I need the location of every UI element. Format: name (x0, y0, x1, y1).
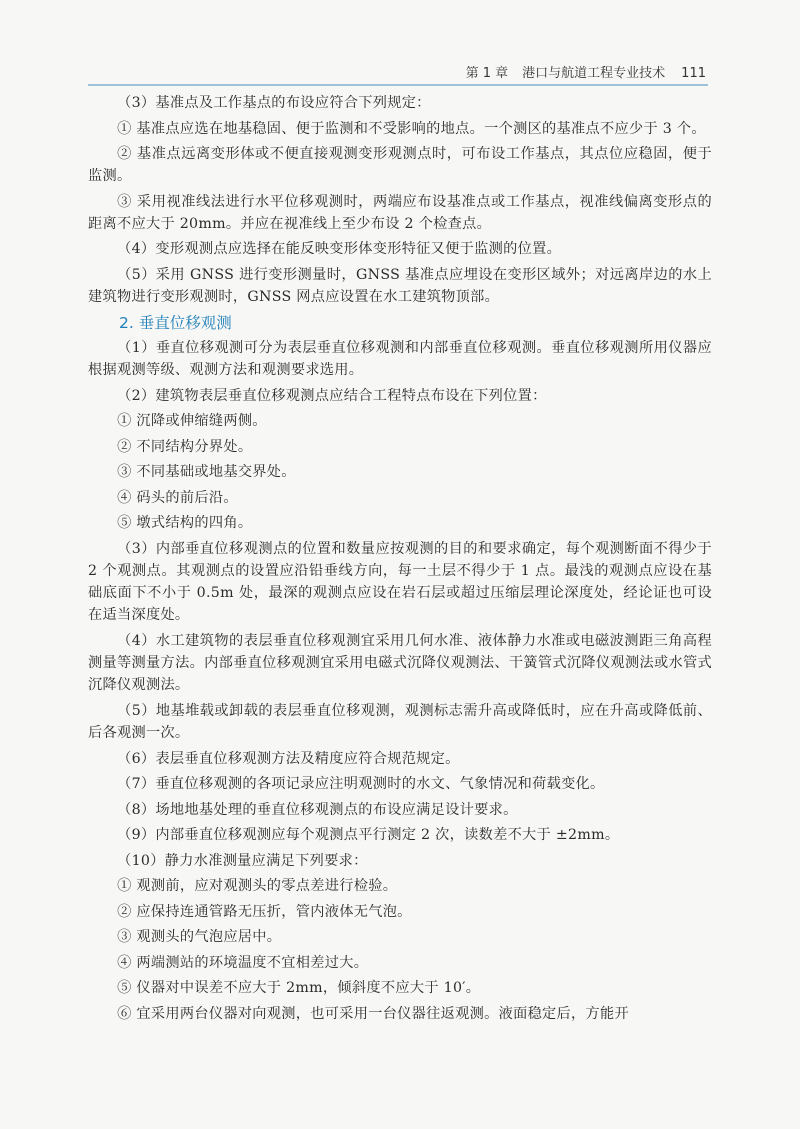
paragraph: ④ 码头的前后沿。 (117, 489, 238, 506)
paragraph: ② 基准点远离变形体或不便直接观测变形观测点时，可布设工作基点，其点位应稳固，便于监测。 (88, 146, 712, 185)
page-number: 111 (681, 66, 706, 81)
running-head (466, 62, 706, 81)
paragraph: （3）内部垂直位移观测点的位置和数量应按观测的目的和要求确定，每个观测断面不得少于 2 个观测点。其观测点的设置应沿铅垂线方向，每一土层不得少于 1 点。最浅的观测点应设在基础底面下不小于 0.5m 处，最深的观测点应设在岩石层或超过压缩层理论深度处，经论证也可设在适当深度处。 (88, 540, 712, 624)
paragraph: ③ 采用视准线法进行水平位移观测时，两端应布设基准点或工作基点，视准线偏离变形点的距离不应大于 20mm。并应在视准线上至少布设 2 个检查点。 (88, 193, 712, 232)
paragraph: （4）水工建筑物的表层垂直位移观测宜采用几何水准、液体静力水准或电磁波测距三角高程测量等测量方法。内部垂直位移观测宜采用电磁式沉降仪观测法、干簧管式沉降仪观测法或水管式沉降仪观测法。 (88, 632, 712, 694)
paragraph: （5）采用 GNSS 进行变形测量时，GNSS 基准点应埋设在变形区域外；对远离岸边的水上建筑物进行变形观测时，GNSS 网点应设置在水工建筑物顶部。 (88, 266, 712, 306)
paragraph: （6）表层垂直位移观测方法及精度应符合规范规定。 (117, 750, 460, 767)
paragraph: （8）场地地基处理的垂直位移观测点的布设应满足设计要求。 (117, 801, 518, 818)
page-header (0, 62, 800, 86)
paragraph: （3）基准点及工作基点的布设应符合下列规定： (117, 95, 431, 111)
paragraph: （2）建筑物表层垂直位移观测点应结合工程特点布设在下列位置： (117, 387, 547, 404)
section-heading: 2. 垂直位移观测 (119, 313, 232, 332)
header-rule (88, 84, 708, 86)
paragraph: ⑤ 墩式结构的四角。 (117, 515, 253, 532)
chapter-number: 第 1 章 (465, 66, 509, 81)
paragraph: ④ 两端测站的环境温度不宜相差过大。 (117, 954, 369, 971)
paragraph: （10）静力水准测量应满足下列要求： (117, 852, 368, 869)
paragraph: ⑥ 宜采用两台仪器对向观测，也可采用一台仪器往返观测。液面稳定后，方能开 (117, 1005, 629, 1022)
paragraph: （9）内部垂直位移观测应每个观测点平行测定 2 次，读数差不大于 ±2mm。 (117, 827, 620, 844)
paragraph: ② 应保持连通管路无压折，管内液体无气泡。 (117, 903, 412, 920)
paragraph: （4）变形观测点应选择在能反映变形体变形特征又便于监测的位置。 (117, 241, 562, 258)
chapter-title: 港口与航道工程专业技术 (522, 66, 666, 81)
paragraph: ③ 不同基础或地基交界处。 (117, 464, 296, 481)
paragraph: ① 基准点应选在地基稳固、便于监测和不受影响的地点。一个测区的基准点不应少于 3 个。 (117, 120, 706, 137)
body-text (88, 92, 712, 1028)
paragraph: （5）地基堆载或卸载的表层垂直位移观测，观测标志需升高或降低时，应在升高或降低前、后各观测一次。 (88, 702, 712, 742)
paragraph: （7）垂直位移观测的各项记录应注明观测时的水文、气象情况和荷载变化。 (117, 776, 605, 793)
paragraph: （1）垂直位移观测可分为表层垂直位移观测和内部垂直位移观测。垂直位移观测所用仪器应根据观测等级、观测方法和观测要求选用。 (88, 340, 712, 379)
paragraph: ① 沉降或伸缩缝两侧。 (117, 413, 267, 430)
paragraph: ⑤ 仪器对中误差不应大于 2mm，倾斜度不应大于 10′。 (117, 980, 481, 997)
paragraph: ① 观测前，应对观测头的零点差进行检验。 (117, 878, 398, 895)
paragraph: ③ 观测头的气泡应居中。 (117, 929, 282, 946)
paragraph: ② 不同结构分界处。 (117, 438, 253, 455)
